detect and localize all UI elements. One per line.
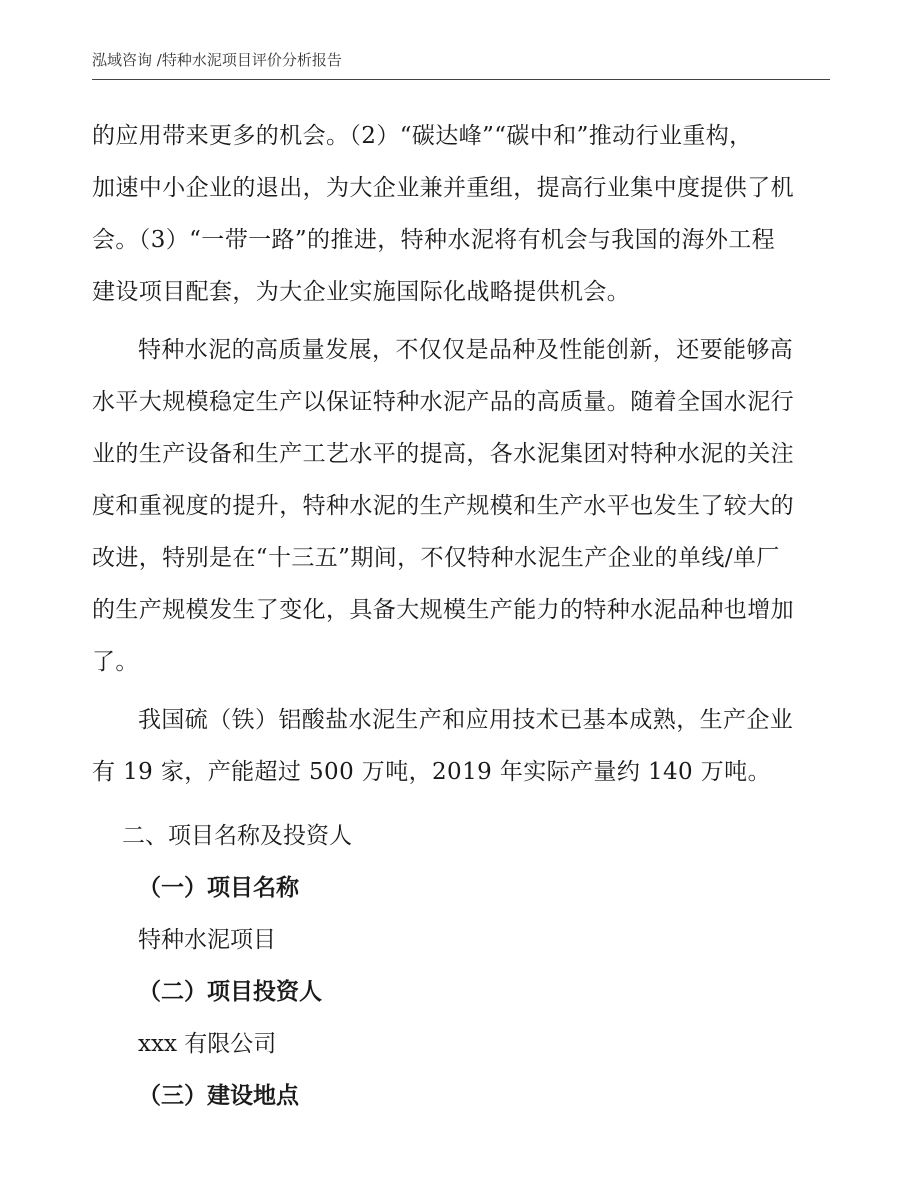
paragraph-line: 加速中小企业的退出，为大企业兼并重组，提高行业集中度提供了机: [92, 175, 794, 201]
subsection-heading-project-name: （一）项目名称: [138, 875, 299, 901]
paragraph-quality-development: [92, 324, 830, 688]
section-heading: 二、项目名称及投资人: [122, 823, 352, 849]
page-header: 泓域咨询 /特种水泥项目评价分析报告: [92, 51, 342, 69]
paragraph-line: 水平大规模稳定生产以保证特种水泥产品的高质量。随着全国水泥行: [92, 389, 794, 415]
paragraph-line: 有 19 家，产能超过 500 万吨，2019 年实际产量约 140 万吨。: [92, 759, 771, 785]
project-name-text: 特种水泥项目: [138, 927, 276, 953]
subsection-heading-investor: （二）项目投资人: [138, 979, 322, 1005]
header-divider: [92, 79, 830, 80]
paragraph-line: 改进，特别是在“十三五”期间，不仅特种水泥生产企业的单线/单厂: [92, 545, 780, 571]
paragraph-line: 建设项目配套，为大企业实施国际化战略提供机会。: [92, 279, 631, 305]
paragraph-line: 业的生产设备和生产工艺水平的提高，各水泥集团对特种水泥的关注: [92, 441, 794, 467]
paragraph-opportunities: [92, 110, 830, 318]
paragraph-line: 度和重视度的提升，特种水泥的生产规模和生产水平也发生了较大的: [92, 493, 794, 519]
paragraph-line: 特种水泥的高质量发展，不仅仅是品种及性能创新，还要能够高: [138, 337, 794, 363]
paragraph-line: 会。（3）“一带一路”的推进，特种水泥将有机会与我国的海外工程: [92, 227, 776, 253]
document-body: [92, 110, 830, 1122]
paragraph-line: 我国硫（铁）铝酸盐水泥生产和应用技术已基本成熟，生产企业: [138, 707, 794, 733]
paragraph-sulfoaluminate: [92, 694, 830, 798]
paragraph-line: 的应用带来更多的机会。（2）“碳达峰”“碳中和”推动行业重构，: [92, 123, 753, 149]
subsection-heading-location: （三）建设地点: [138, 1083, 299, 1109]
paragraph-line: 的生产规模发生了变化，具备大规模生产能力的特种水泥品种也增加: [92, 597, 794, 623]
paragraph-line: 了。: [92, 649, 139, 675]
investor-text: xxx 有限公司: [138, 1031, 277, 1057]
